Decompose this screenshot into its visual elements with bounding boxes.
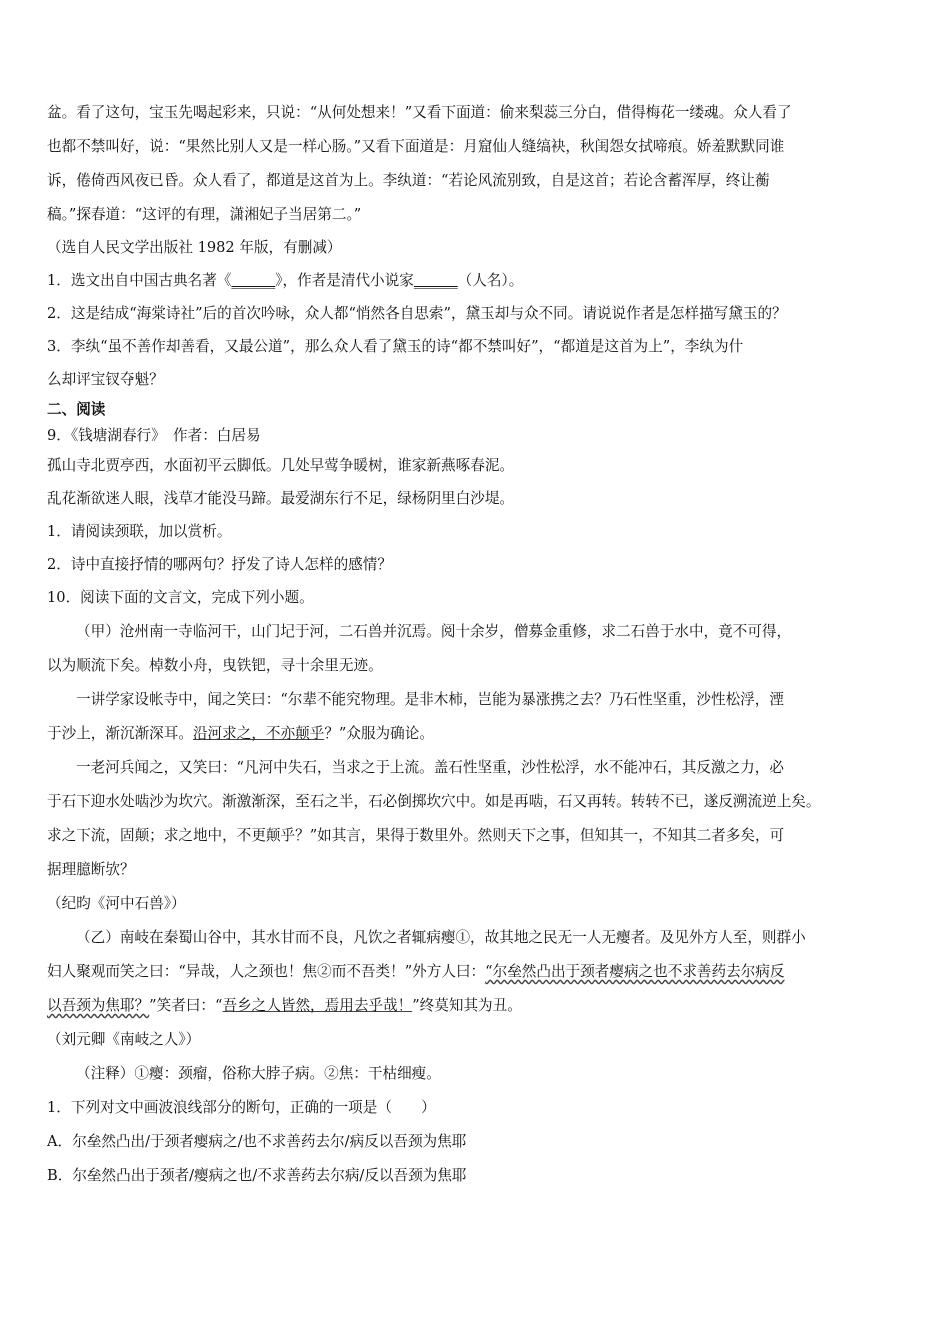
text-jia-para3-line2: 于石下迎水处啮沙为坎穴。渐激渐深，至石之半，石必倒掷坎穴中。如是再啮，石又再转。转转不已，遂反溯流逆上矣。: [47, 793, 821, 810]
classical-question-1: 1．下列对文中画波浪线部分的断句，正确的一项是（ ）: [47, 1099, 436, 1116]
question-1-fill-blank: [47, 264, 906, 297]
q1-text-a: 1．选文出自中国古典名著《: [47, 272, 232, 289]
novel-excerpt-line-3: 诉，倦倚西风夜已昏。众人看了，都道是这首为上。李纨道：“若论风流别致，自是这首；若论含蓄浑厚，终让蘅: [47, 172, 770, 189]
jia-p2-text-a: 于沙上，渐沉渐深耳。: [47, 725, 193, 742]
author-name-blank[interactable]: ______: [413, 272, 458, 289]
text-yi-line1: （乙）南岐在秦蜀山谷中，其水甘而不良，凡饮之者辄病瘿①，故其地之民无一人无瘿者。及见外方人至，则群小: [76, 929, 806, 946]
text-jia-para2-line2: [47, 717, 906, 751]
underlined-sentence: 沿河求之，不亦颠乎: [192, 725, 325, 742]
section-heading-reading: 二、阅读: [47, 401, 106, 418]
novel-excerpt-line-1: 盆。看了这句，宝玉先喝起彩来，只说：“从何处想来！”又看下面道：偷来梨蕊三分白，借得梅花一缕魂。众人看了: [47, 104, 792, 121]
option-b[interactable]: B．尔垒然凸出于颈者/瘿病之也/不求善药去尔病/反以吾颈为焦耶: [47, 1167, 467, 1184]
text-jia-para3-line3: 求之下流，固颠；求之地中，不更颠乎？”如其言，果得于数里外。然则天下之事，但知其一，不知其二者多矣，可: [47, 827, 785, 844]
yi-l3-text-a: ”笑者曰：“: [149, 997, 223, 1014]
poem-question-2: 2．诗中直接抒情的哪两句？抒发了诗人怎样的感情？: [47, 556, 392, 573]
text-jia-para3-line4: 据理臆断欤？: [47, 861, 135, 878]
question-3-line-1: 3．李纨“虽不善作却善看，又最公道”，那么众人看了黛玉的诗“都不禁叫好”，“都道是这首为上”，李纨为什: [47, 338, 744, 355]
classical-intro: 10．阅读下面的文言文，完成下列小题。: [47, 589, 314, 606]
poem-title: 9．《钱塘湖春行》 作者：白居易: [47, 427, 261, 444]
question-2: 2．这是结成“海棠诗社”后的首次吟咏，众人都“悄然各自思索”，黛玉却与众不同。请说说作者是怎样描写黛玉的？: [47, 305, 787, 322]
text-yi-line2: [47, 955, 906, 989]
text-yi-line3: [47, 989, 906, 1023]
question-3-line-2: 么却评宝钗夺魁？: [47, 371, 164, 388]
text-jia-para3-line1: 一老河兵闻之，又笑曰：“凡河中失石，当求之于上流。盖石性坚重，沙性松浮，水不能冲石，其反激之力，必: [76, 759, 784, 776]
wavy-underlined-sentence-part1: “尔垒然凸出于颈者瘿病之也不求善药去尔病反: [485, 963, 785, 980]
option-a[interactable]: A．尔垒然凸出/于颈者瘿病之/也不求善药去尔/病反以吾颈为焦耶: [47, 1133, 467, 1150]
q1-text-b: 》，作者是清代小说家: [275, 272, 414, 289]
wavy-underlined-sentence-part2: 以吾颈为焦耶？: [47, 997, 150, 1014]
poem-question-1: 1．请阅读颈联，加以赏析。: [47, 523, 232, 540]
underlined-quote: 吾乡之人皆然，焉用去乎哉！: [222, 997, 413, 1014]
text-yi-source: （刘元卿《南岐之人》）: [47, 1031, 201, 1048]
yi-l2-text: 妇人聚观而笑之曰：“异哉，人之颈也！焦②而不吾类！”外方人曰：: [47, 963, 486, 980]
novel-excerpt-line-2: 也都不禁叫好，说：“果然比别人又是一样心肠。”又看下面道是：月窟仙人缝缟袂，秋闺怨女拭啼痕。娇羞默默同谁: [47, 138, 785, 155]
q1-text-c: （人名）。: [457, 272, 524, 289]
text-jia-para1-line2: 以为顺流下矣。棹数小舟，曳铁钯，寻十余里无迹。: [47, 657, 383, 674]
novel-excerpt-line-4: 稿。”探春道：“这评的有理，潇湘妃子当居第二。”: [47, 206, 362, 223]
novel-source-note: （选自人民文学出版社 1982 年版，有删减）: [47, 239, 342, 256]
poem-line-1: 孤山寺北贾亭西，水面初平云脚低。几处早莺争暖树，谁家新燕啄春泥。: [47, 457, 515, 474]
book-title-blank[interactable]: ______: [231, 272, 276, 289]
yi-l3-text-b: ”终莫知其为丑。: [412, 997, 522, 1014]
jia-p2-text-b: ？”众服为确论。: [324, 725, 434, 742]
text-jia-para1-line1: （甲）沧州南一寺临河干，山门圮于河，二石兽并沉焉。阅十余岁，僧募金重修，求二石兽于水中，竟不可得，: [76, 623, 792, 640]
text-jia-source: （纪昀《河中石兽》）: [47, 895, 186, 912]
poem-line-2: 乱花渐欲迷人眼，浅草才能没马蹄。最爱湖东行不足，绿杨阴里白沙堤。: [47, 490, 515, 507]
text-jia-para2-line1: 一讲学家设帐寺中，闻之笑曰：“尔辈不能究物理。是非木柿，岂能为暴涨携之去？乃石性坚重，沙性松浮，湮: [76, 691, 784, 708]
annotation-notes: （注释）①瘿：颈瘤，俗称大脖子病。②焦：干枯细瘦。: [76, 1065, 441, 1082]
